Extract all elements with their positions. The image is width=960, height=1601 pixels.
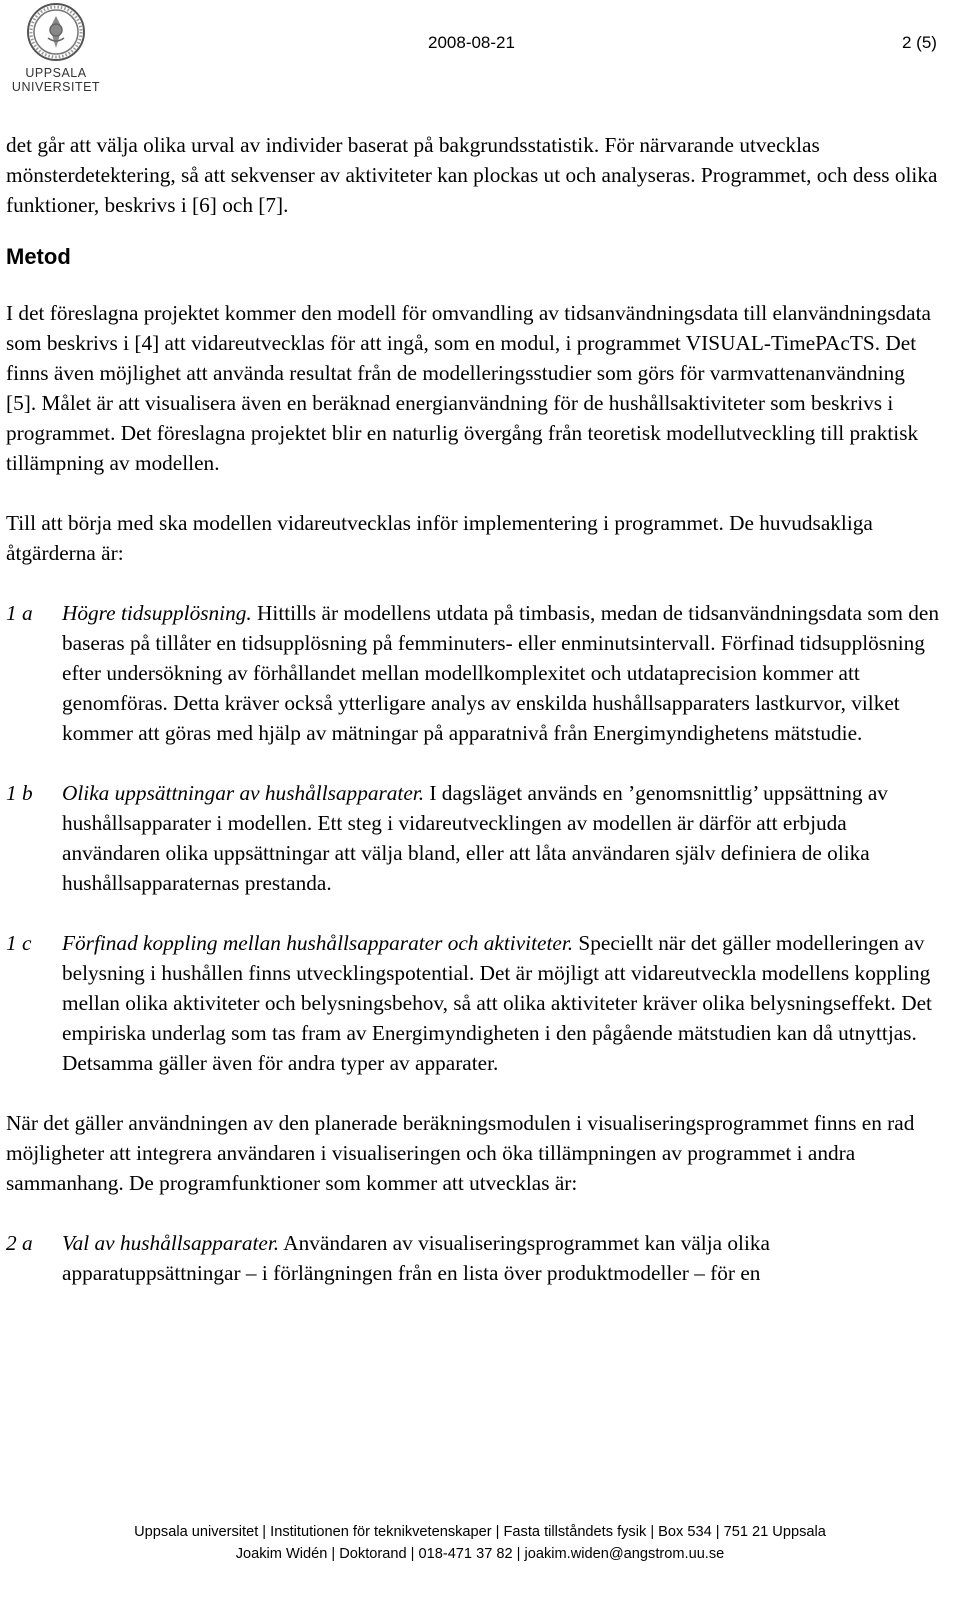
functions-intro-paragraph: När det gäller användningen av den planerade beräkningsmodulen i visualiseringsprogrammet finns en rad möjligheter att integrera användaren i visualiseringen och öka tillämpningen av programmet i andra sammanhang. De programfunktioner som kommer att utvecklas är: [6,1111,915,1195]
list-item-number: 2 a [6,1231,33,1255]
footer-contact: Joakim Widén | Doktorand | 018-471 37 82 | joakim.widen@angstrom.uu.se [235,1546,725,1562]
university-seal-icon [26,2,86,62]
logo-wordmark: UPPSALA UNIVERSITET [11,66,101,94]
list-item-text: Förfinad koppling mellan hushållsapparater och aktiviteter. Speciellt när det gäller modelleringen av belysning i hushållen finns utvecklingspotential. Det är möjligt att vidareutveckla modellens koppling mellan olika aktiviteter och belysningsbehov, så att olika aktiviteter kräver olika belysningseffekt. Det empiriska underlag som tas fram av Energimyndigheten i den pågående mätstudien kan då utnyttjas. Detsamma gäller även för andra typer av apparater. [62,931,932,1075]
page-header [0,0,960,110]
list-item-title: Förfinad koppling mellan hushållsapparater och aktiviteter. [62,931,574,955]
footer-address: Uppsala universitet | Institutionen för teknikvetenskaper | Fasta tillståndets fysik | Box 534 | 751 21 Uppsala [134,1524,826,1540]
document-date: 2008-08-21 [428,33,515,52]
university-logo [4,2,104,102]
list-item-number: 1 c [6,931,32,955]
list-item-text: Val av hushållsapparater. Användaren av visualiseringsprogrammet kan välja olika apparatuppsättningar – i förlängningen från en lista över produktmodeller – för en [62,1231,770,1285]
list-item-title: Olika uppsättningar av hushållsapparater. [62,781,425,805]
list-item-number: 1 b [6,781,33,805]
list-item-number: 1 a [6,601,33,625]
document-body [6,130,940,1288]
list-item-text: Olika uppsättningar av hushållsapparater. I dagsläget används en ’genomsnittlig’ uppsättning av hushållsapparater i modellen. Ett steg i vidareutvecklingen av modellen är därför att erbjuda användaren olika uppsättningar att välja bland, eller att låta användaren själv definiera de olika hushållsapparaternas prestanda. [62,781,888,895]
list-item [6,598,940,748]
intro-paragraph: det går att välja olika urval av individer baserat på bakgrundsstatistik. För närvarande utvecklas mönsterdetektering, så att sekvenser av aktiviteter kan plockas ut och analyseras. Programmet, och dess olika funktioner, beskrivs i [6] och [7]. [6,133,938,217]
page-footer [0,1521,960,1565]
method-paragraph: I det föreslagna projektet kommer den modell för omvandling av tidsanvändningsdata till elanvändningsdata som beskrivs i [4] att vidareutvecklas för att ingå, som en modul, i programmet VISUAL-TimePAcTS. Det finns även möjlighet att använda resultat från de modelleringsstudier som görs för varmvattenanvändning [5]. Målet är att visualisera även en beräknad energianvändning för de hushållsaktiviteter som beskrivs i programmet. Det föreslagna projektet blir en naturlig övergång från teoretisk modellutveckling till praktisk tillämpning av modellen. [6,301,931,475]
list-item [6,928,940,1078]
list-item-text: Högre tidsupplösning. Hittills är modellens utdata på timbasis, medan de tidsanvändningsdata som den baseras på tillåter en tidsupplösning på femminuters- eller enminutsintervall. Förfinad tidsupplösning efter undersökning av förhållandet mellan modellkomplexitet och utdataprecision kommer att genomföras. Detta kräver också ytterligare analys av enskilda hushållsapparaters lastkurvor, vilket kommer att göras med hjälp av mätningar på apparatnivå från Energimyndighetens mätstudie. [62,601,940,745]
measures-intro-paragraph: Till att börja med ska modellen vidareutvecklas inför implementering i programmet. De huvudsakliga åtgärderna är: [6,511,873,565]
list-item [6,1228,940,1288]
list-item-title: Val av hushållsapparater. [62,1231,280,1255]
list-item-title: Högre tidsupplösning. [62,601,252,625]
page-number: 2 (5) [902,33,937,52]
list-item [6,778,940,898]
section-heading: Metod [6,244,71,269]
